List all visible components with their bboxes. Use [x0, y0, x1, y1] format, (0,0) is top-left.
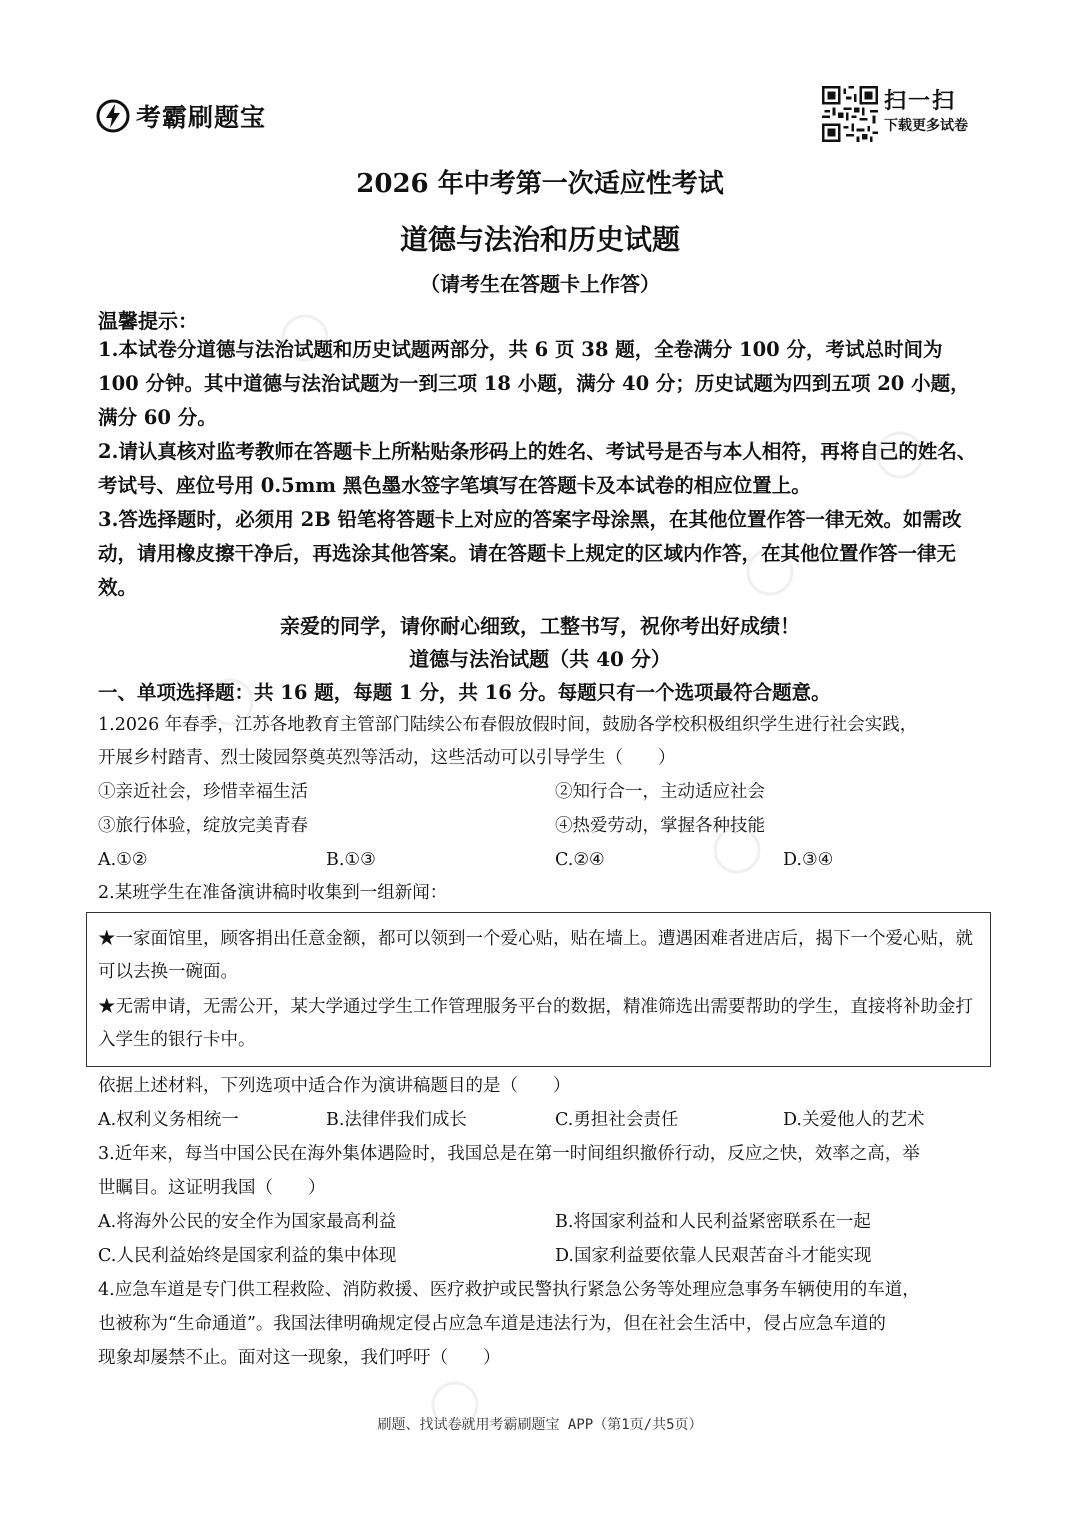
- q1-option-c[interactable]: C.②④: [555, 850, 605, 870]
- q3-option-d[interactable]: D.国家利益要依靠人民艰苦奋斗才能实现: [555, 1246, 872, 1266]
- tip-2: 2.请认真核对监考教师在答题卡上所粘贴条形码上的姓名、考试号是否与本人相符，再将自己的姓名、考试号、座位号用 0.5mm 黑色墨水签字笔填写在答题卡及本试卷的相应位置上。: [98, 440, 977, 497]
- q1-stem-line2: 开展乡村踏青、烈士陵园祭奠英烈等活动，这些活动可以引导学生（ ）: [98, 748, 676, 768]
- brand-name: 考霸刷题宝: [136, 103, 267, 132]
- q1-statement-4: ④热爱劳动，掌握各种技能: [555, 816, 765, 836]
- scan-subtitle: 下载更多试卷: [884, 118, 968, 134]
- q3-stem-line2: 世瞩目。这证明我国（ ）: [98, 1178, 326, 1198]
- q2-option-b[interactable]: B.法律伴我们成长: [326, 1110, 467, 1130]
- part-heading: 一、单项选择题：共 16 题，每题 1 分，共 16 分。每题只有一个选项最符合题意。: [98, 681, 831, 704]
- q4-stem-line3: 现象却屡禁不止。面对这一现象，我们呼吁（ ）: [98, 1348, 501, 1368]
- subject-title: 道德与法治和历史试题: [399, 223, 680, 256]
- scan-title: 扫一扫: [884, 89, 957, 114]
- q3-option-a[interactable]: A.将海外公民的安全作为国家最高利益: [98, 1212, 397, 1232]
- tips-heading: 温馨提示：: [98, 309, 198, 333]
- section-title: 道德与法治试题（共 40 分）: [409, 647, 671, 671]
- q4-stem-line1: 4.应急车道是专门供工程救险、消防救援、医疗救护或民警执行紧急公务等处理应急事务车辆使用的车道，: [98, 1280, 920, 1300]
- q1-statement-1: ①亲近社会，珍惜幸福生活: [98, 782, 308, 802]
- q2-news-1: ★一家面馆里，顾客捐出任意金额，都可以领到一个爱心贴，贴在墙上。遭遇困难者进店后，揭下一个爱心贴，就可以去换一碗面。: [98, 929, 973, 982]
- q1-statement-3: ③旅行体验，绽放完美青春: [98, 816, 308, 836]
- q2-option-a[interactable]: A.权利义务相统一: [98, 1110, 239, 1130]
- greeting: 亲爱的同学，请你耐心细致，工整书写，祝你考出好成绩！: [280, 614, 800, 638]
- q1-option-b[interactable]: B.①③: [326, 850, 376, 870]
- q1-option-d[interactable]: D.③④: [783, 850, 834, 870]
- q2-stem: 2.某班学生在准备演讲稿时收集到一组新闻：: [98, 883, 448, 903]
- q2-news-2: ★无需申请，无需公开，某大学通过学生工作管理服务平台的数据，精准筛选出需要帮助的学生，直接将补助金打入学生的银行卡中。: [98, 997, 973, 1050]
- q2-option-c[interactable]: C.勇担社会责任: [555, 1110, 679, 1130]
- tip-3: 3.答选择题时，必须用 2B 铅笔将答题卡上对应的答案字母涂黑，在其他位置作答一律无效。如需改动，请用橡皮擦干净后，再选涂其他答案。请在答题卡上规定的区域内作答，在其他位置作答一律无效。: [98, 508, 962, 599]
- q2-question: 依据上述材料，下列选项中适合作为演讲稿题目的是（ ）: [98, 1076, 571, 1096]
- tip-1: 1.本试卷分道德与法治试题和历史试题两部分，共 6 页 38 题，全卷满分 100 分，考试总时间为 100 分钟。其中道德与法治试题为一到三项 18 小题，满分 40 分；历史试题为四到五项 20 小题，满分 60 分。: [98, 338, 970, 429]
- q1-option-a[interactable]: A.①②: [98, 850, 148, 870]
- page-footer: 刷题、找试卷就用考霸刷题宝 APP（第1页/共5页）: [377, 1417, 703, 1433]
- q3-option-c[interactable]: C.人民利益始终是国家利益的集中体现: [98, 1246, 397, 1266]
- q1-statement-2: ②知行合一，主动适应社会: [555, 782, 765, 802]
- q1-stem-line1: 1.2026 年春季，江苏各地教育主管部门陆续公布春假放假时间，鼓励各学校积极组织学生进行社会实践，: [98, 715, 918, 735]
- q3-stem-line1: 3.近年来，每当中国公民在海外集体遇险时，我国总是在第一时间组织撤侨行动，反应之快，效率之高，举: [98, 1144, 920, 1164]
- q3-option-b[interactable]: B.将国家利益和人民利益紧密联系在一起: [555, 1212, 871, 1232]
- exam-title: 2026 年中考第一次适应性考试: [356, 169, 724, 199]
- answer-instruction: （请考生在答题卡上作答）: [420, 272, 660, 296]
- q4-stem-line2: 也被称为“生命通道”。我国法律明确规定侵占应急车道是违法行为，但在社会生活中，侵占应急车道的: [98, 1314, 886, 1334]
- q2-option-d[interactable]: D.关爱他人的艺术: [783, 1110, 925, 1130]
